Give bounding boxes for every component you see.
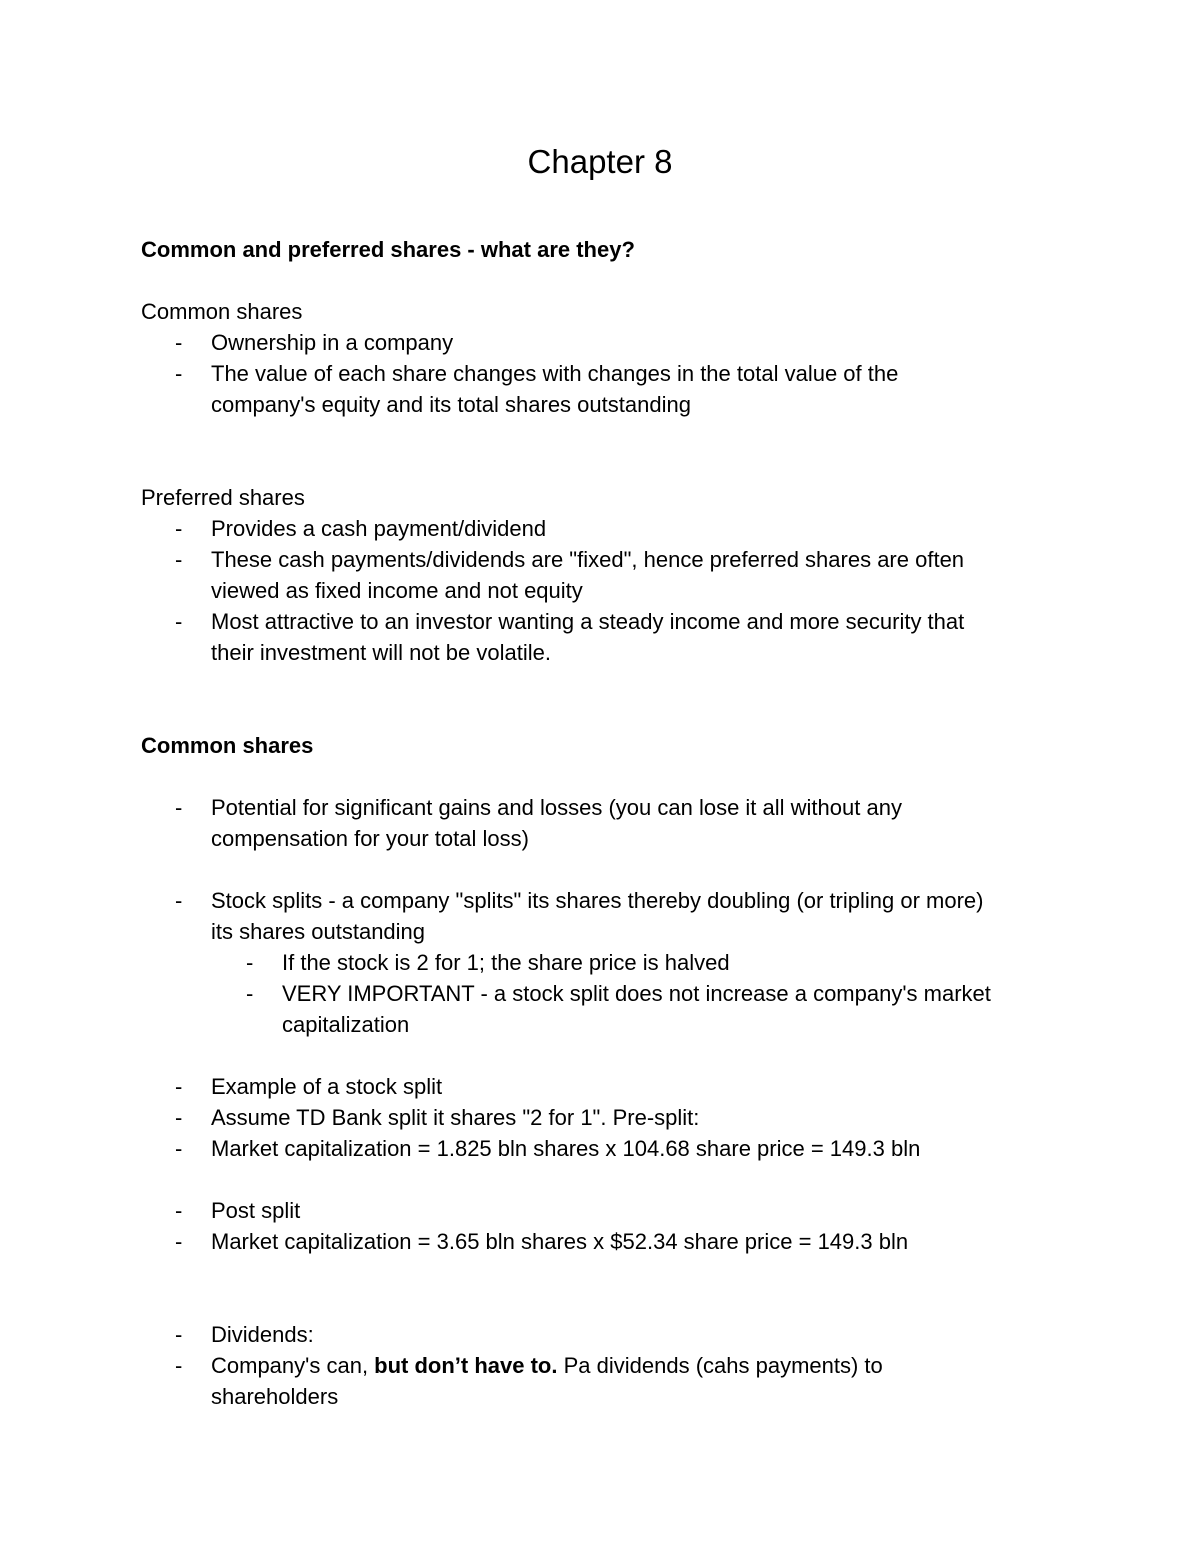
- bullet-text: compensation for your total loss): [211, 826, 529, 851]
- bullet-text: their investment will not be volatile.: [211, 640, 551, 665]
- bullet-text: Ownership in a company: [211, 330, 454, 355]
- bullet-dash: -: [175, 888, 183, 913]
- dividends-text-bold: but don’t have to.: [374, 1353, 558, 1378]
- sub-bullet-text: VERY IMPORTANT - a stock split does not increase a company's market: [282, 981, 991, 1006]
- bullet-dash: -: [175, 516, 183, 541]
- dividends-text-before: Company's can,: [211, 1353, 375, 1378]
- group-label: Preferred shares: [141, 485, 305, 510]
- sub-bullet-text: capitalization: [282, 1012, 410, 1037]
- bullet-dash: -: [175, 1229, 183, 1254]
- bullet-text: Most attractive to an investor wanting a steady income and more security that: [211, 609, 965, 634]
- bullet-text: shareholders: [211, 1384, 339, 1409]
- bullet-text: its shares outstanding: [211, 919, 426, 944]
- bullet-dash: -: [175, 1353, 183, 1378]
- bullet-dash: -: [175, 1322, 183, 1347]
- bullet-text: Dividends:: [211, 1322, 314, 1347]
- bullet-dash: -: [175, 609, 183, 634]
- section-heading: Common and preferred shares - what are they?: [141, 237, 635, 262]
- bullet-text: These cash payments/dividends are "fixed", hence preferred shares are often: [211, 547, 965, 572]
- bullet-text: Assume TD Bank split it shares "2 for 1". Pre-split:: [211, 1105, 700, 1130]
- bullet-dash: -: [175, 1198, 183, 1223]
- bullet-text: The value of each share changes with changes in the total value of the: [211, 361, 899, 386]
- bullet-text: viewed as fixed income and not equity: [211, 578, 583, 603]
- bullet-dash: -: [175, 361, 183, 386]
- bullet-dash: -: [175, 1105, 183, 1130]
- dividends-text-after: Pa dividends (cahs payments) to: [557, 1353, 883, 1378]
- bullet-text: Market capitalization = 1.825 bln shares x 104.68 share price = 149.3 bln: [211, 1136, 921, 1161]
- bullet-text-dividends: [211, 1350, 883, 1381]
- section-heading: Common shares: [141, 733, 314, 758]
- bullet-text: Post split: [211, 1198, 301, 1223]
- group-label: Common shares: [141, 299, 303, 324]
- page-title: Chapter 8: [527, 143, 673, 180]
- bullet-text: company's equity and its total shares outstanding: [211, 392, 691, 417]
- bullet-dash: -: [175, 1074, 183, 1099]
- bullet-text: Potential for significant gains and losses (you can lose it all without any: [211, 795, 902, 820]
- sub-bullet-text: If the stock is 2 for 1; the share price is halved: [282, 950, 730, 975]
- sub-bullet-dash: -: [246, 981, 254, 1006]
- bullet-dash: -: [175, 795, 183, 820]
- bullet-text: Market capitalization = 3.65 bln shares x $52.34 share price = 149.3 bln: [211, 1229, 909, 1254]
- bullet-text: Provides a cash payment/dividend: [211, 516, 547, 541]
- bullet-dash: -: [175, 1136, 183, 1161]
- bullet-text: Stock splits - a company "splits" its shares thereby doubling (or tripling or more): [211, 888, 984, 913]
- bullet-dash: -: [175, 330, 183, 355]
- bullet-text: Example of a stock split: [211, 1074, 443, 1099]
- sub-bullet-dash: -: [246, 950, 254, 975]
- bullet-dash: -: [175, 547, 183, 572]
